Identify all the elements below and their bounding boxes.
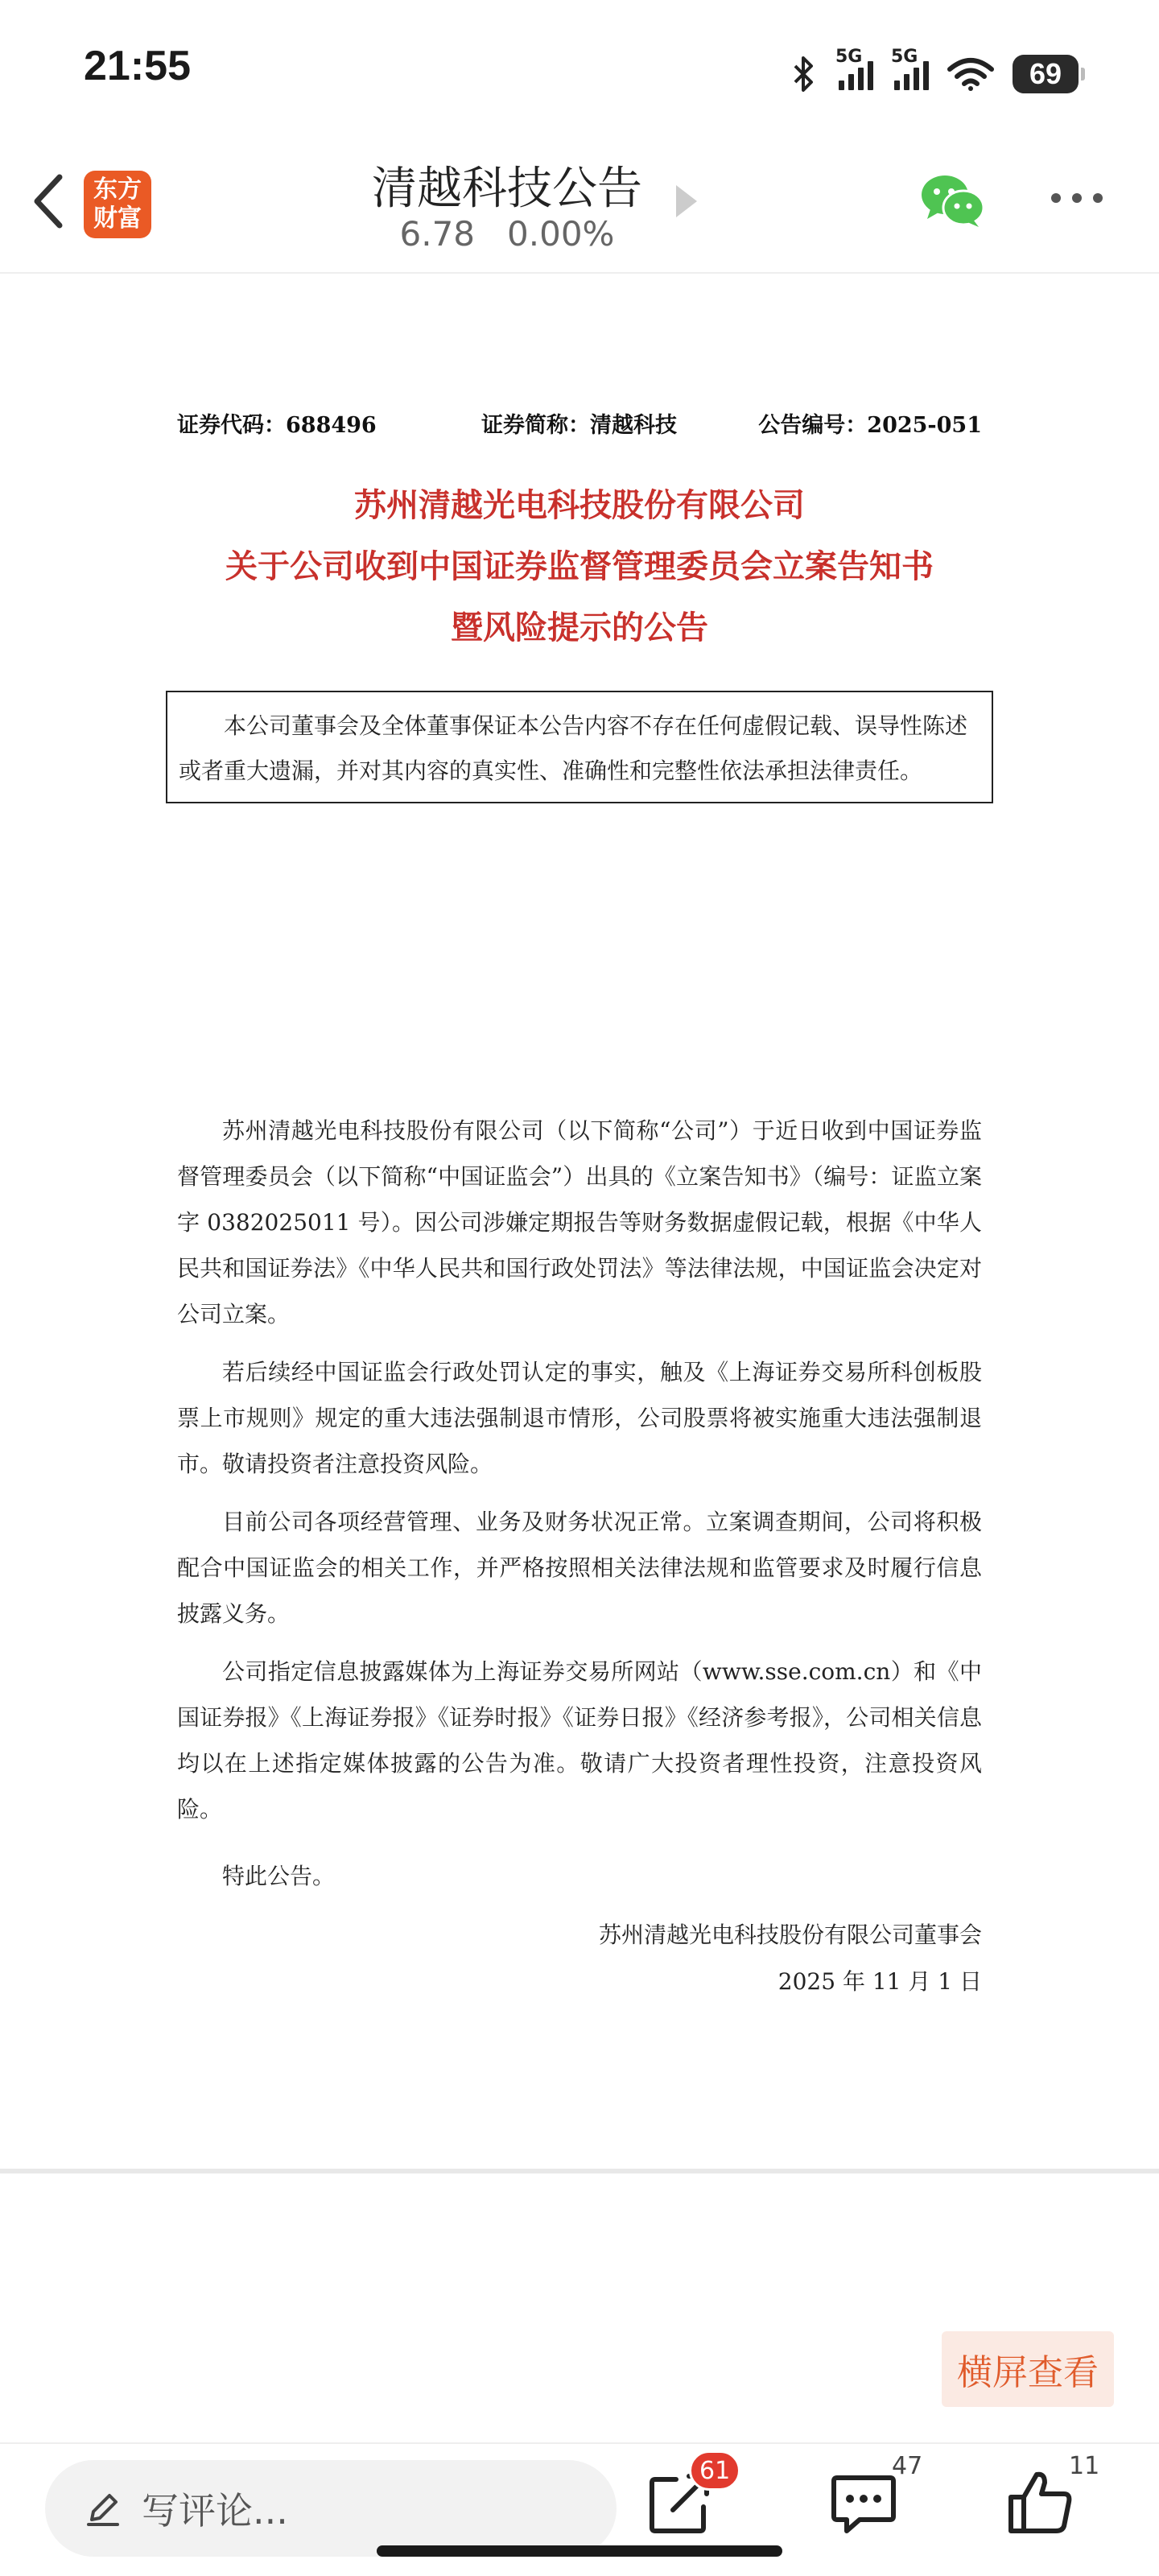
cellular-signal-1-icon xyxy=(835,47,873,90)
thumbs-up-icon xyxy=(1004,2467,1077,2539)
comment-count: 47 xyxy=(892,2452,923,2480)
stock-change: 0.00% xyxy=(507,214,615,254)
stock-quote xyxy=(0,214,1014,254)
comment-placeholder: 写评论... xyxy=(142,2489,288,2533)
play-arrow-icon[interactable] xyxy=(674,184,699,219)
comment-bubble-icon xyxy=(827,2467,900,2539)
comments-button[interactable] xyxy=(827,2452,923,2539)
title-line: 暨风险提示的公告 xyxy=(451,609,708,646)
board-guarantee-notice: 本公司董事会及全体董事保证本公告内容不存在任何虚假记载、误导性陈述或者重大遗漏，并对其内容的真实性、准确性和完整性依法承担法律责任。 xyxy=(166,691,993,803)
home-indicator[interactable] xyxy=(377,2545,782,2557)
bluetooth-icon xyxy=(790,55,818,93)
cellular-signal-2-icon xyxy=(891,47,929,90)
status-time: 21:55 xyxy=(84,43,191,89)
security-code: 证券代码：688496 xyxy=(177,413,377,438)
like-count: 11 xyxy=(1069,2452,1100,2480)
body-paragraph: 公司指定信息披露媒体为上海证券交易所网站（www.sse.com.cn）和《中国证券报》《上海证券报》《证券时报》《证券日报》《经济参考报》，公司相关信息均以在上述指定媒体披露的公告为准。敬请广大投资者理性投资，注意投资风险。 xyxy=(177,1658,982,1823)
document-date: 2025 年 11 月 1 日 xyxy=(777,1968,982,1995)
share-button[interactable] xyxy=(644,2456,731,2539)
title-line: 苏州清越光电科技股份有限公司 xyxy=(354,486,805,524)
status-icons xyxy=(790,47,1079,98)
more-icon[interactable] xyxy=(1051,193,1103,203)
comment-input[interactable] xyxy=(45,2460,617,2557)
notice-number: 公告编号：2025-051 xyxy=(758,413,982,438)
signal-label: 5G xyxy=(835,47,863,67)
wechat-icon[interactable] xyxy=(919,172,985,229)
body-paragraph: 目前公司各项经营管理、业务及财务状况正常。立案调查期间，公司将积极配合中国证监会的相关工作，并严格按照相关法律法规和监管要求及时履行信息披露义务。 xyxy=(177,1509,982,1627)
status-bar xyxy=(0,0,1159,137)
share-count-badge: 61 xyxy=(689,2450,740,2491)
page-title: 清越科技公告 xyxy=(372,163,642,215)
brand-logo[interactable]: 东方财富 xyxy=(84,171,151,238)
title-line: 关于公司收到中国证券监督管理委员会立案告知书 xyxy=(225,547,934,585)
body-paragraph: 若后续经中国证监会行政处罚认定的事实，触及《上海证券交易所科创板股票上市规则》规定的重大违法强制退市情形，公司股票将被实施重大违法强制退市。敬请投资者注意投资风险。 xyxy=(177,1359,982,1477)
content-divider xyxy=(0,2169,1159,2174)
like-button[interactable] xyxy=(1004,2452,1100,2539)
pen-icon xyxy=(84,2489,122,2528)
signal-label: 5G xyxy=(891,47,918,67)
signature: 苏州清越光电科技股份有限公司董事会 xyxy=(598,1922,982,1948)
security-short-name: 证券简称：清越科技 xyxy=(481,413,677,438)
stock-price: 6.78 xyxy=(399,214,476,254)
body-paragraph: 苏州清越光电科技股份有限公司（以下简称“公司”）于近日收到中国证券监督管理委员会（以下简称“中国证监会”）出具的《立案告知书》（编号：证监立案字 0382025011 号）。因公司涉嫌定期报告等财务数据虚假记载，根据《中华人民共和国证券法》《中华人民共和国行政处罚法》等法律法规，中国证监会决定对公司立案。 xyxy=(177,1117,982,1327)
battery-icon: 69 xyxy=(1013,55,1079,93)
landscape-view-button[interactable]: 横屏查看 xyxy=(942,2331,1114,2407)
document-title xyxy=(0,475,1159,658)
top-nav xyxy=(0,137,1159,274)
wifi-icon xyxy=(947,56,995,92)
body-paragraph: 特此公告。 xyxy=(222,1863,336,1889)
